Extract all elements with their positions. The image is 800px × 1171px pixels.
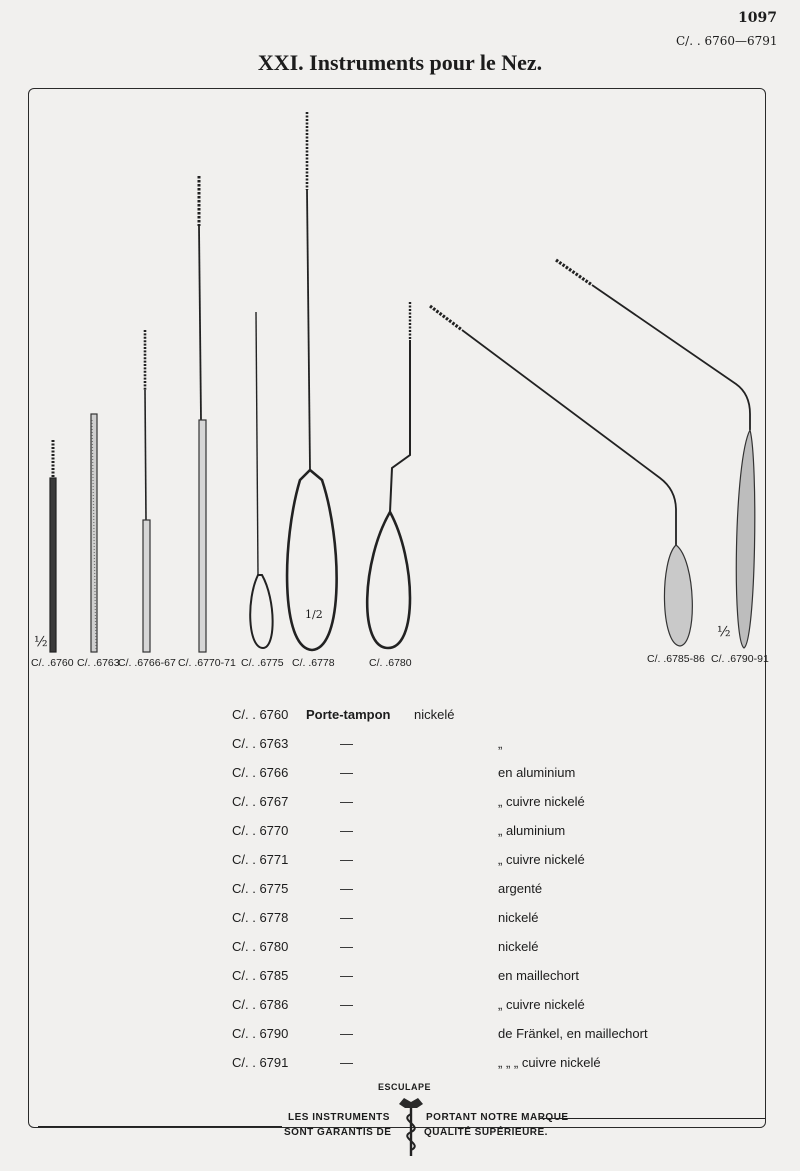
catalog-dash: —: [340, 997, 353, 1012]
figure-label: C/. .6790-91: [711, 653, 769, 665]
catalog-code: C/. . 6790: [232, 1026, 289, 1041]
page-title: XXI. Instruments pour le Nez.: [257, 50, 543, 75]
catalog-code: C/. . 6775: [232, 881, 289, 896]
catalog-code: C/. . 6763: [232, 736, 289, 751]
catalog-code: C/. . 6767: [232, 794, 289, 809]
catalog-row: [232, 990, 648, 1019]
instrument-6766-67: [143, 330, 150, 652]
instrument-6763: [91, 414, 97, 652]
footer-right-line2: QUALITÉ SUPÉRIEURE.: [424, 1127, 548, 1138]
figure-label: C/. .6785-86: [647, 653, 705, 665]
footer-left-line1: LES INSTRUMENTS: [288, 1112, 390, 1123]
catalog-code: C/. . 6771: [232, 852, 289, 867]
catalog-name: Porte-tampon: [306, 707, 391, 722]
catalog-code: C/. . 6785: [232, 968, 289, 983]
catalog-desc: en maillechort: [498, 968, 579, 983]
catalog-row: [232, 1048, 648, 1077]
catalog-dash: —: [340, 852, 353, 867]
catalog-dash: —: [340, 823, 353, 838]
catalog-desc: „ „ „ cuivre nickelé: [498, 1055, 601, 1070]
catalog-desc: argenté: [498, 881, 543, 896]
instrument-6770-71: [199, 176, 206, 652]
catalog-dash: —: [340, 794, 353, 809]
catalog-row: [232, 961, 648, 990]
catalog-row: [232, 758, 648, 787]
footer-left-line2: SONT GARANTIS DE: [284, 1127, 392, 1138]
catalog-dash: —: [340, 910, 353, 925]
scale-mark: ½: [717, 624, 731, 640]
catalog-desc: nickelé: [498, 910, 539, 925]
catalog-row: [232, 729, 648, 758]
catalog-table: [232, 700, 648, 1077]
footer-rule-left: [38, 1126, 282, 1127]
instrument-6785-86: [430, 306, 692, 646]
catalog-desc: nickelé: [414, 707, 455, 722]
page-number: 1097: [738, 10, 777, 26]
footer-rule-right: [540, 1118, 765, 1119]
catalog-desc: „ aluminium: [498, 823, 566, 838]
catalog-code: C/. . 6791: [232, 1055, 289, 1070]
catalog-desc: „: [498, 736, 503, 751]
figure-label: C/. .6760: [31, 657, 74, 669]
catalog-row: [232, 700, 648, 729]
catalog-desc: nickelé: [498, 939, 539, 954]
scale-mark: ½: [34, 634, 48, 650]
catalog-desc: „ cuivre nickelé: [498, 852, 585, 867]
figure-label: C/. .6766-67: [118, 657, 176, 669]
catalog-dash: —: [340, 765, 353, 780]
instrument-6778: [287, 112, 337, 650]
figure-label: C/. .6763: [77, 657, 120, 669]
scale-mark: 1/2: [305, 608, 323, 621]
catalog-dash: —: [340, 968, 353, 983]
catalog-code: C/. . 6780: [232, 939, 289, 954]
catalog-row: [232, 816, 648, 845]
catalog-code: C/. . 6766: [232, 765, 289, 780]
catalog-desc: en aluminium: [498, 765, 576, 780]
brand-name: ESCULAPE: [378, 1082, 432, 1092]
instrument-6760: [50, 440, 56, 652]
catalog-dash: —: [340, 736, 353, 751]
footer-right-line1: PORTANT NOTRE MARQUE: [426, 1112, 569, 1123]
catalog-code: C/. . 6760: [232, 707, 289, 722]
instrument-6780: [367, 302, 410, 648]
catalog-desc: „ cuivre nickelé: [498, 794, 585, 809]
catalog-row: [232, 845, 648, 874]
catalog-row: [232, 903, 648, 932]
catalog-code: C/. . 6770: [232, 823, 289, 838]
catalog-row: [232, 787, 648, 816]
instrument-6790-91: [556, 260, 755, 648]
catalog-dash: —: [340, 1055, 353, 1070]
catalog-dash: —: [340, 881, 353, 896]
figure-label: C/. .6778: [292, 657, 335, 669]
figure-label: C/. .6770-71: [178, 657, 236, 669]
catalog-row: [232, 1019, 648, 1048]
catalog-row: [232, 874, 648, 903]
figure-label: C/. .6775: [241, 657, 284, 669]
caduceus-logo-icon: [394, 1094, 428, 1160]
catalog-code: C/. . 6778: [232, 910, 289, 925]
catalog-desc: „ cuivre nickelé: [498, 997, 585, 1012]
instrument-6775: [250, 312, 272, 648]
catalog-code: C/. . 6786: [232, 997, 289, 1012]
catalog-range: C/. . 6760—6791: [676, 34, 778, 48]
catalog-dash: —: [340, 939, 353, 954]
catalog-row: [232, 932, 648, 961]
figure-label: C/. .6780: [369, 657, 412, 669]
catalog-dash: —: [340, 1026, 353, 1041]
catalog-desc: de Fränkel, en maillechort: [498, 1026, 648, 1041]
